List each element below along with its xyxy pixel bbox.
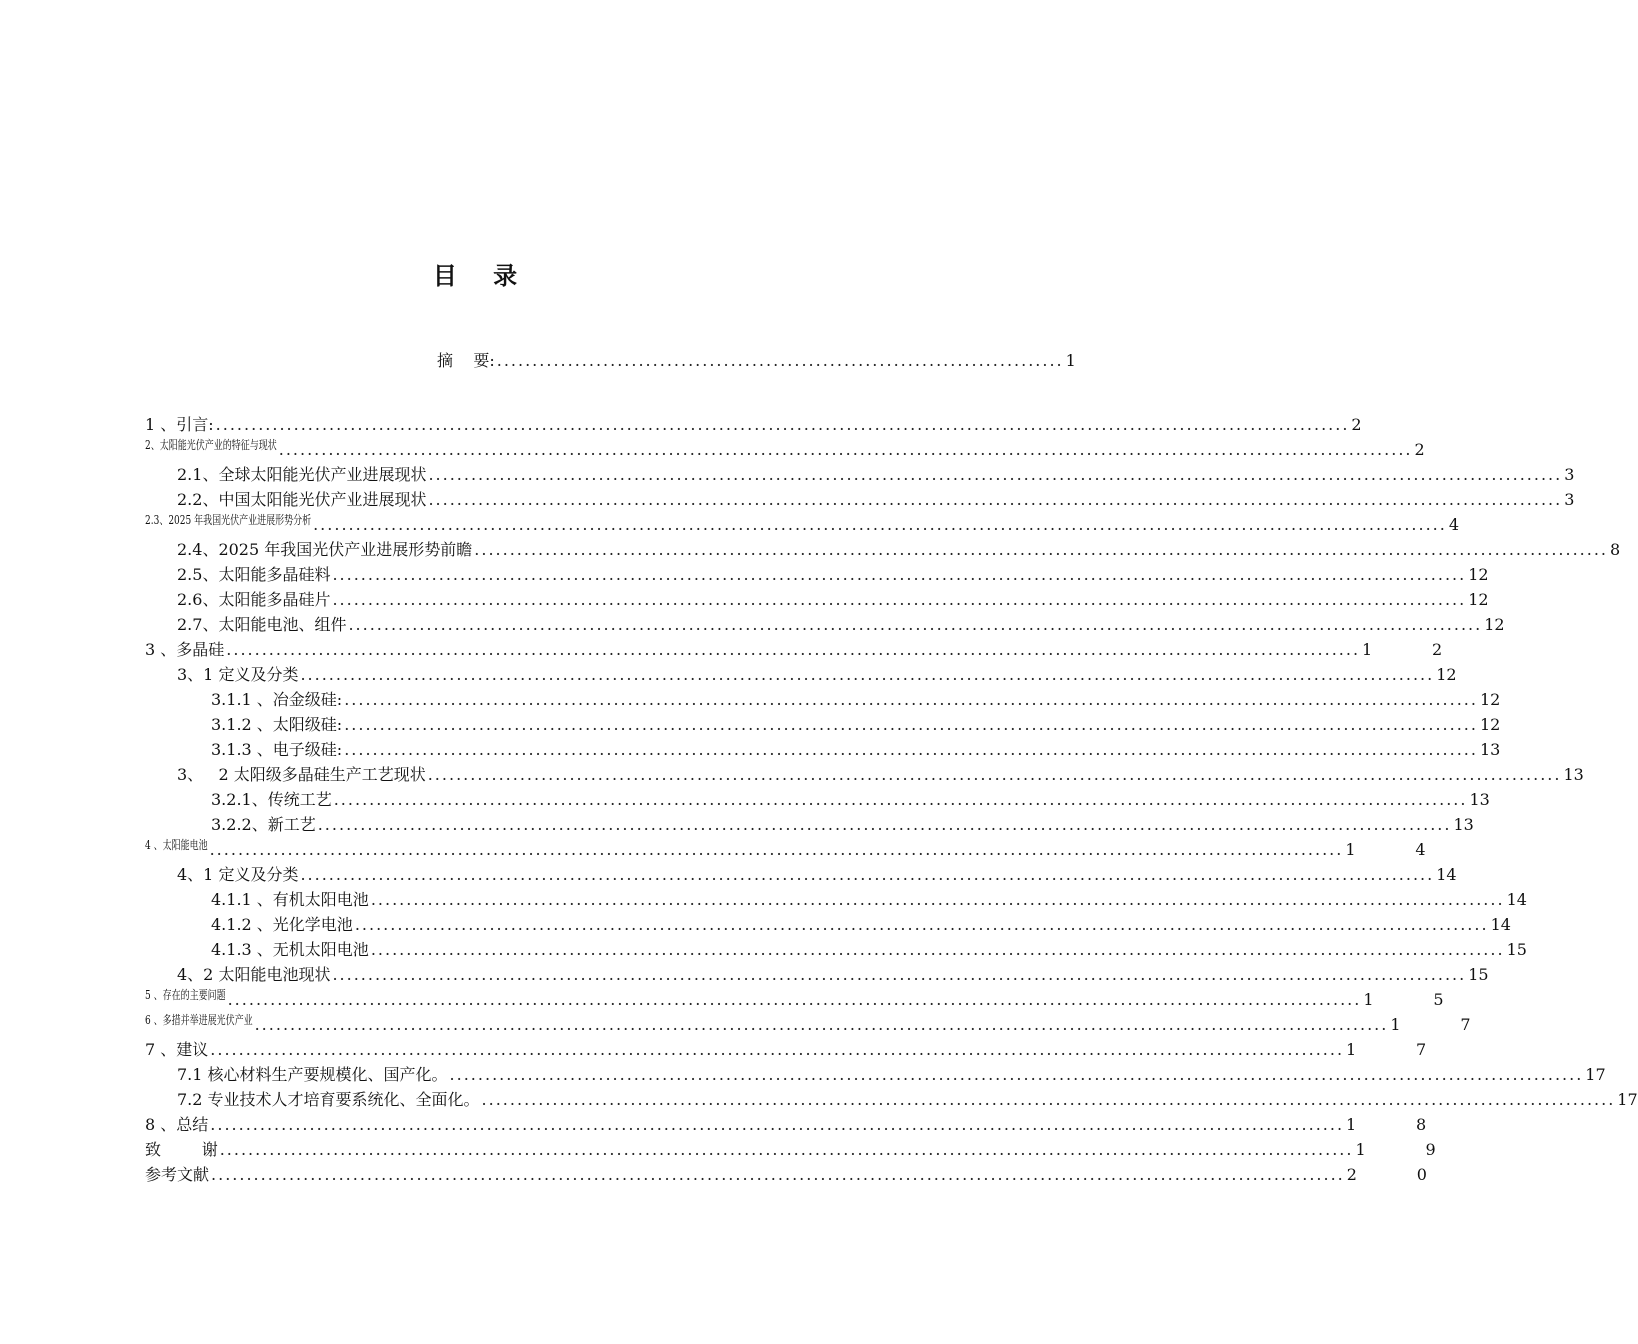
toc-leader-dots: ................................................................................................................................................................ [344,740,1478,759]
toc-entry-label: 2、太阳能光伏产业的特征与现状 [145,439,277,453]
toc-entry-label: 2.4、2025 年我国光伏产业进展形势前瞻 [177,540,473,559]
toc-entry-label: 7 、建议 [145,1040,209,1059]
toc-entry-page-part1: 1 [1362,640,1373,659]
toc-leader-dots: ................................................................................................................................................................ [317,815,1452,834]
toc-leader-dots: ................................................................................................................................................................ [370,940,1505,959]
toc-entry-page [1390,1013,1470,1037]
toc-entry-label: 4、1 定义及分类 [177,865,299,884]
toc-entry[interactable] [177,613,1505,637]
toc-leader-dots: ................................................................................ [496,351,1064,370]
toc-entry[interactable] [145,1138,1436,1162]
toc-entry-page: 12 [1468,590,1489,609]
toc-entry-page-part1: 1 [1355,1140,1366,1159]
toc-entry-label: 2.3、2025 年我国光伏产业进展形势分析 [145,514,312,528]
toc-entry-label: 1 、引言: [145,415,214,434]
toc-leader-dots: ................................................................................................................................................................ [370,890,1505,909]
toc-entry-label: 3.1.3 、电子级硅: [211,740,343,759]
toc-entry[interactable] [177,538,1621,562]
toc-entry-page: 8 [1610,540,1621,559]
toc-entry[interactable] [145,438,1425,462]
toc-entry-page-part1: 2 [1346,1165,1357,1184]
toc-entry[interactable] [145,513,1460,537]
toc-entry[interactable] [145,1038,1427,1062]
toc-entry-page [1363,988,1443,1012]
toc-entry-page: 3 [1564,465,1575,484]
toc-entry-label: 参考文献 [145,1165,210,1184]
toc-entry-page: 17 [1617,1090,1638,1109]
toc-entry-label: 3 、多晶硅 [145,640,225,659]
toc-entry-label: 3.1.1 、冶金级硅: [211,690,343,709]
toc-entry[interactable] [177,463,1575,487]
toc-leader-dots: ................................................................................................................................................................ [300,665,1435,684]
toc-entry-label: 3、1 定义及分类 [177,665,299,684]
toc-entry-page-part1: 1 [1346,1115,1357,1134]
toc-entry[interactable] [177,963,1489,987]
toc-entry-page: 14 [1490,915,1511,934]
toc-entry-page: 13 [1453,815,1474,834]
toc-leader-dots: ................................................................................................................................................................ [344,690,1478,709]
toc-entry-page: 12 [1479,715,1501,734]
toc-entry-label: 4.1.2 、光化学电池 [211,915,353,934]
toc-leader-dots: ................................................................................................................................................................ [474,540,1609,559]
toc-entry-page: 14 [1506,890,1527,909]
toc-entry-label: 2.1、全球太阳能光伏产业进展现状 [177,465,427,484]
toc-entry[interactable] [211,913,1511,937]
toc-entry[interactable] [177,563,1489,587]
toc-entry[interactable] [211,888,1527,912]
toc-leader-dots: ................................................................................................................................................................ [226,640,1361,659]
toc-leader-dots: ................................................................................................................................................................ [332,965,1467,984]
toc-entry-label: 7.1 核心材料生产要规模化、国产化。 [177,1065,448,1084]
toc-entry[interactable] [177,863,1457,887]
toc-leader-dots: ................................................................................................................................................................ [209,840,1344,859]
toc-entry-label: 2.6、太阳能多晶硅片 [177,590,331,609]
toc-leader-dots: ................................................................................................................................................................ [348,615,1483,634]
toc-entry-page: 13 [1479,740,1501,759]
toc-entry-page-part2: 4 [1415,840,1426,859]
toc-leader-dots: ................................................................................................................................................................ [227,990,1362,1009]
toc-entry-page: 14 [1436,865,1457,884]
toc-entry-page: 15 [1506,940,1527,959]
toc-entry-page-part1: 1 [1390,1015,1401,1034]
toc-entry-label: 2.7、太阳能电池、组件 [177,615,347,634]
toc-entry-page-part2: 7 [1416,1040,1427,1059]
toc-leader-dots: ................................................................................................................................................................ [344,715,1478,734]
toc-entry-page-part2: 8 [1416,1115,1427,1134]
toc-entry[interactable] [177,1063,1606,1087]
toc-leader-dots: ................................................................................................................................................................ [313,515,1447,534]
toc-entry-label: 5 、存在的主要问题 [145,989,226,1003]
toc-entry-label: 2.2、中国太阳能光伏产业进展现状 [177,490,427,509]
toc-entry-page-part2: 7 [1460,1015,1471,1034]
toc-leader-dots: ................................................................................................................................................................ [332,565,1467,584]
toc-entry-label: 7.2 专业技术人才培育要系统化、全面化。 [177,1090,480,1109]
toc-entry[interactable] [177,1088,1638,1112]
toc-entry-page: 12 [1484,615,1505,634]
toc-leader-dots: ................................................................................................................................................................ [481,1090,1616,1109]
toc-leader-dots: ................................................................................................................................................................ [427,765,1562,784]
toc-entry-label: 4 、太阳能电池 [145,839,208,853]
toc-entry-label: 4、2 太阳能电池现状 [177,965,331,984]
toc-entry-label: 3.1.2 、太阳级硅: [211,715,343,734]
toc-leader-dots: ................................................................................................................................................................ [254,1015,1389,1034]
toc-entry-page [1347,1163,1427,1187]
toc-entry-page [1346,1113,1426,1137]
toc-entry-page-part1: 1 [1363,990,1374,1009]
toc-entry-page [1355,1138,1435,1162]
toc-entry[interactable] [145,1113,1427,1137]
toc-leader-dots: ................................................................................................................................................................ [210,1115,1345,1134]
toc-entry[interactable] [211,688,1501,712]
toc-entry-page-part1: 1 [1346,1040,1357,1059]
toc-leader-dots: ................................................................................................................................................................ [332,590,1467,609]
toc-entry-page: 2 [1351,415,1362,434]
toc-entry[interactable] [211,788,1490,812]
toc-entry-page: 2 [1414,440,1425,459]
toc-leader-dots: ................................................................................................................................................................ [428,490,1563,509]
toc-entry-label: 摘 要: [437,351,495,370]
toc-entry-label: 致 谢 [145,1140,218,1159]
toc-entry[interactable] [145,838,1426,862]
toc-entry[interactable] [145,638,1443,662]
toc-entry[interactable] [177,663,1457,687]
toc-entry-label: 6 、多措并举进展光伏产业 [145,1014,253,1028]
toc-entry-page-part2: 9 [1425,1140,1436,1159]
toc-entry-abstract[interactable] [437,349,1076,373]
toc-entry-page-part2: 2 [1432,640,1443,659]
toc-leader-dots: ................................................................................................................................................................ [300,865,1435,884]
toc-entry-label: 4.1.3 、无机太阳电池 [211,940,369,959]
toc-entry-page: 3 [1564,490,1575,509]
toc-entry[interactable] [211,813,1474,837]
toc-entry-page-part2: 5 [1433,990,1444,1009]
toc-leader-dots: ................................................................................................................................................................ [210,1040,1345,1059]
toc-leader-dots: ................................................................................................................................................................ [354,915,1489,934]
toc-entry-page: 12 [1468,565,1489,584]
toc-entry[interactable] [211,713,1501,737]
toc-entry-page: 4 [1448,515,1460,534]
toc-entry-page: 13 [1563,765,1584,784]
toc-entry-page [1362,638,1442,662]
toc-entry-label: 3.2.2、新工艺 [211,815,316,834]
toc-entry[interactable] [177,588,1489,612]
toc-leader-dots: ................................................................................................................................................................ [211,1165,1345,1184]
toc-leader-dots: ................................................................................................................................................................ [278,440,1413,459]
toc-entry-page: 12 [1479,690,1501,709]
toc-leader-dots: ................................................................................................................................................................ [219,1140,1354,1159]
toc-entry-page [1346,1038,1426,1062]
toc-entry-page: 17 [1585,1065,1606,1084]
toc-leader-dots: ................................................................................................................................................................ [449,1065,1584,1084]
toc-entry[interactable] [145,1163,1427,1187]
toc-entry-page [1345,838,1425,862]
toc-entry-label: 4.1.1 、有机太阳电池 [211,890,369,909]
toc-entry-label: 3.2.1、传统工艺 [211,790,332,809]
toc-title: 目 录 [432,262,532,290]
toc-entry-label: 8 、总结 [145,1115,209,1134]
toc-entry[interactable] [211,938,1527,962]
toc-entry[interactable] [145,1013,1471,1037]
toc-entry-label: 3、 2 太阳级多晶硅生产工艺现状 [177,765,426,784]
toc-leader-dots: ................................................................................................................................................................ [333,790,1468,809]
toc-entry-page: 15 [1468,965,1489,984]
toc-entry[interactable] [177,763,1584,787]
toc-entry-page: 13 [1469,790,1490,809]
toc-entry-label: 2.5、太阳能多晶硅料 [177,565,331,584]
toc-entry-page-part2: 0 [1416,1165,1427,1184]
toc-entry-page: 12 [1436,665,1457,684]
toc-leader-dots: ................................................................................................................................................................ [215,415,1350,434]
toc-entry-page: 1 [1065,351,1076,370]
toc-leader-dots: ................................................................................................................................................................ [428,465,1563,484]
toc-entry[interactable] [211,738,1501,762]
toc-entry-page-part1: 1 [1345,840,1356,859]
